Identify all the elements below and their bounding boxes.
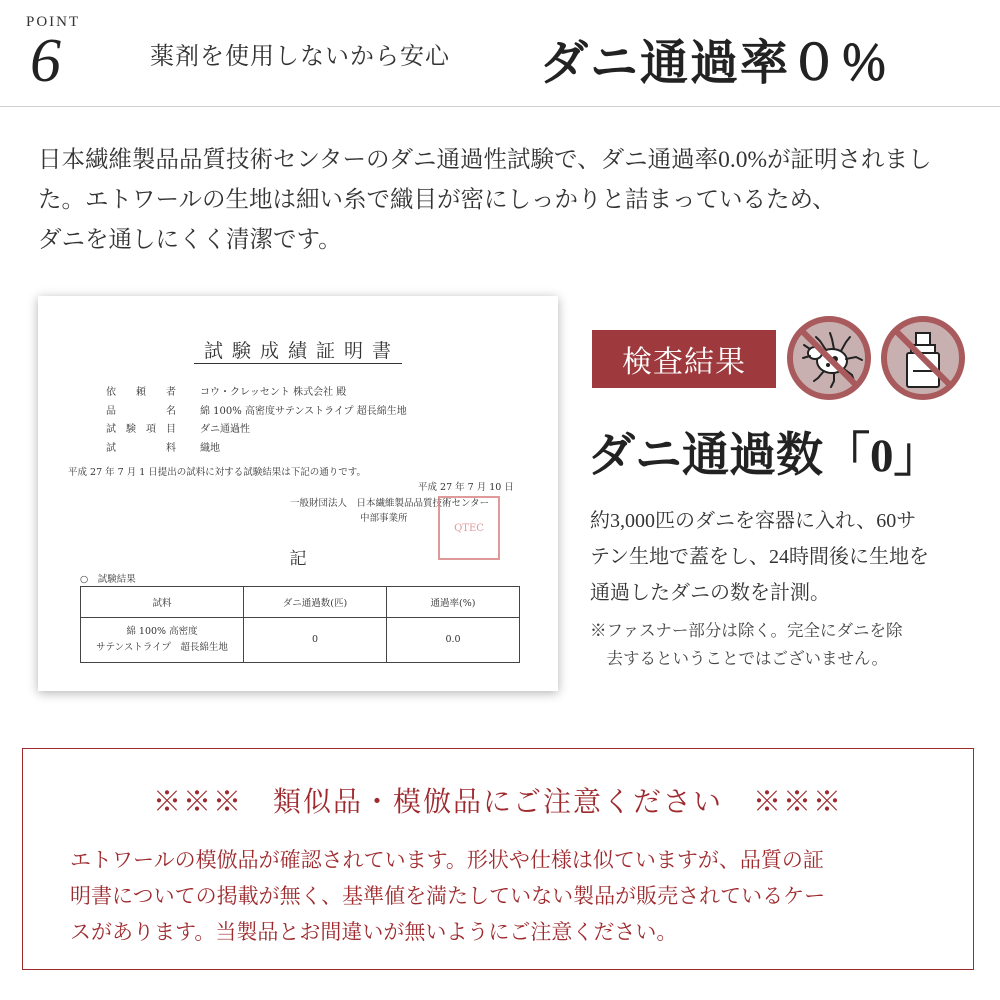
table-header-cell: 通過率(%)	[387, 587, 520, 618]
table-cell-sample: 綿 100% 高密度 サテンストライプ 超長綿生地	[81, 618, 244, 663]
certificate-submission-note: 平成 27 年 7 月 1 日提出の試料に対する試験結果は下記の通りです。	[68, 467, 367, 478]
section-headline: ダニ通過率０％	[540, 37, 891, 90]
no-mite-icon	[786, 315, 872, 401]
official-seal-stamp: QTEC	[438, 496, 500, 560]
certificate-results-label: ○ 試験結果	[80, 574, 136, 585]
result-footnote: ※ファスナー部分は除く。完全にダニを除 去するということではございません。	[590, 621, 903, 668]
certificate-field: 品名 綿 100% 高密度サテンストライプ 超長綿生地	[106, 405, 407, 417]
table-cell-count: 0	[244, 618, 387, 663]
certificate-field: 試料 織地	[106, 442, 220, 454]
certificate-fields	[106, 384, 407, 458]
point-label: POINT	[26, 14, 81, 30]
no-spray-icon	[880, 315, 966, 401]
certificate-results-table	[80, 586, 520, 663]
certificate-field: 試験項目 ダニ通過性	[106, 424, 250, 435]
certificate-date: 平成 27 年 7 月 10 日	[418, 482, 514, 493]
caution-title: ※※※ 類似品・模倣品にご注意ください ※※※	[152, 787, 843, 818]
certificate-ki-mark: 記	[289, 549, 307, 569]
table-cell-rate: 0.0	[387, 618, 520, 663]
certificate-organization: 一般財団法人 日本繊維製品品質技術センター 中部事業所	[290, 498, 490, 524]
point-number: 6	[30, 27, 61, 95]
intro-paragraph: 日本繊維製品品質技術センターのダニ通過性試験で、ダニ通過率0.0%が証明されました。エトワールの生地は細い糸で織目が密にしっかりと詰まっているため、 ダニを通しにくく清潔です。	[38, 147, 932, 253]
result-headline: ダニ通過数「0」	[588, 430, 941, 482]
table-header-row	[81, 587, 520, 618]
header-divider	[0, 106, 1000, 107]
result-description: 約3,000匹のダニを容器に入れ、60サ テン生地で蓋をし、24時間後に生地を 通過したダニの数を計測。	[590, 510, 929, 604]
table-header-cell: ダニ通過数(匹)	[244, 587, 387, 618]
certificate-title: 試験成績証明書	[38, 336, 558, 363]
result-badge: 検査結果	[592, 330, 776, 388]
table-row	[81, 618, 520, 663]
table-header-cell: 試料	[81, 587, 244, 618]
certificate-office: 中部事業所	[360, 513, 408, 524]
caution-body: エトワールの模倣品が確認されています。形状や仕様は似ていますが、品質の証 明書についての掲載が無く、基準値を満たしていない製品が販売されているケー スがあります。当製品とお間違いが無いようにご注意ください。	[70, 848, 826, 944]
section-subtitle: 薬剤を使用しないから安心	[150, 44, 450, 70]
certificate-field: 依頼者 コウ・クレッセント 株式会社 殿	[106, 387, 347, 398]
test-certificate	[38, 296, 558, 691]
